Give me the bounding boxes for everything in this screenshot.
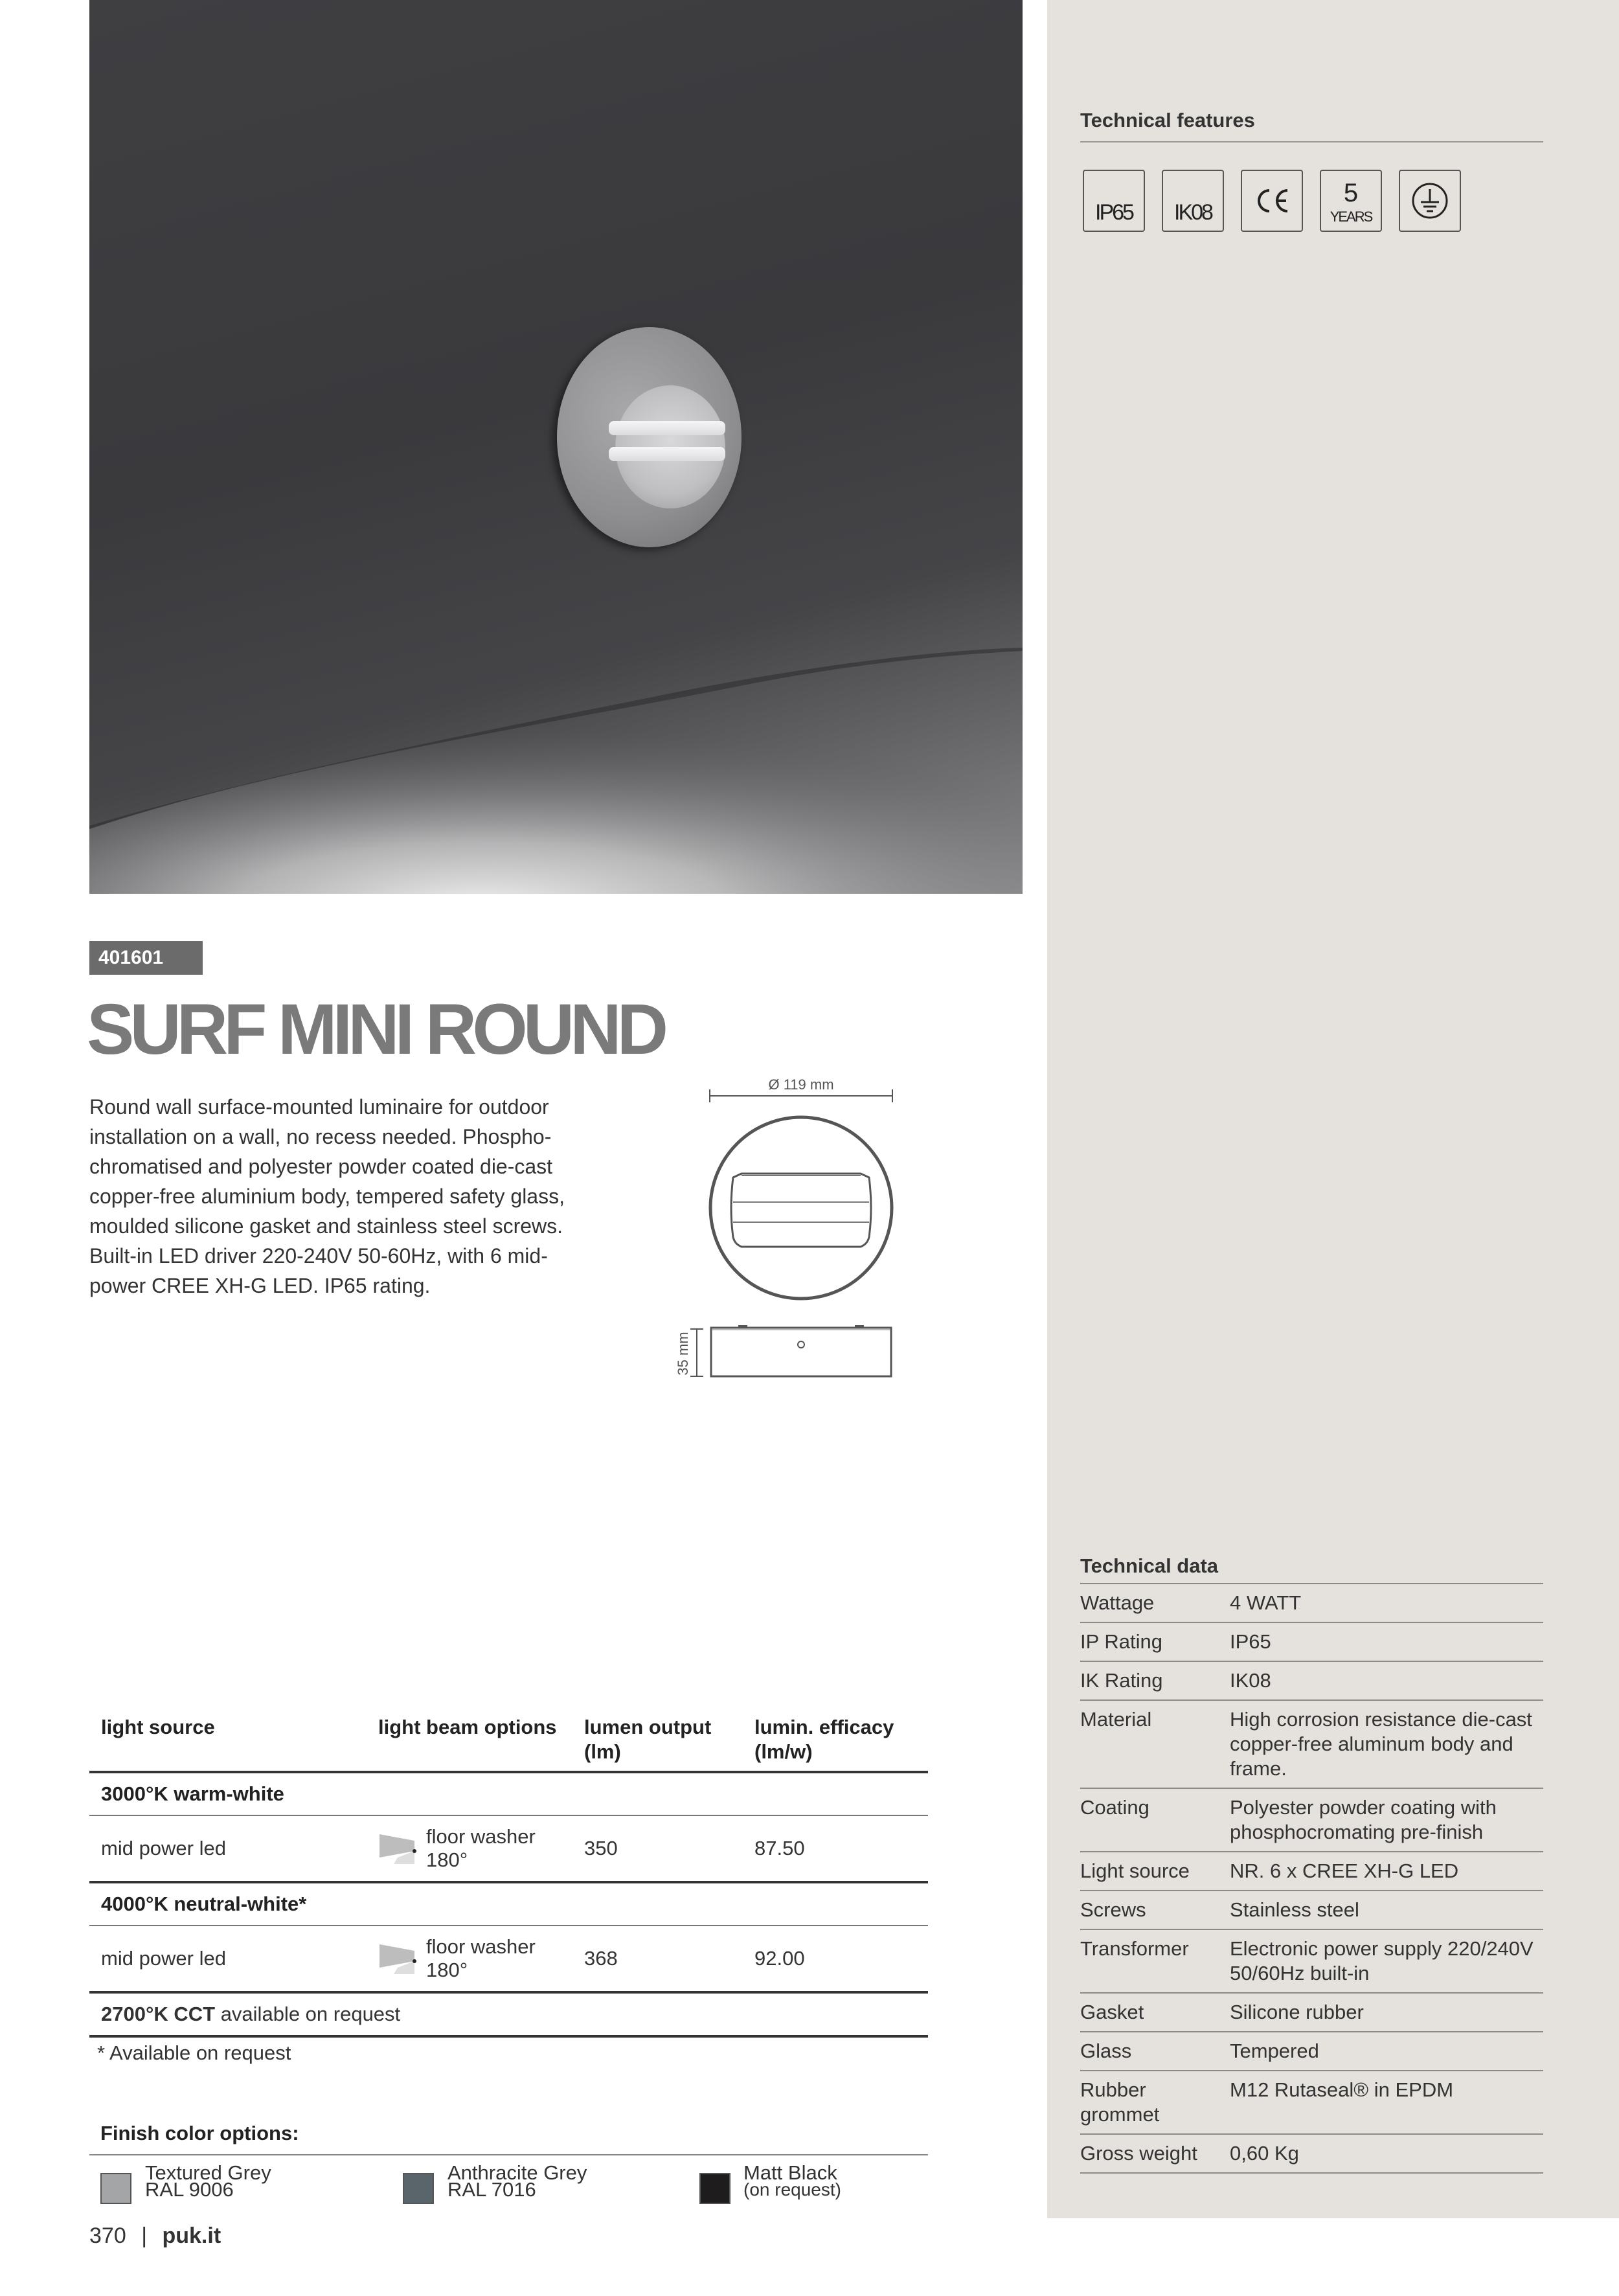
ip65-icon: IP65	[1083, 170, 1145, 232]
site-link[interactable]: puk.it	[162, 2223, 221, 2248]
floor-washer-icon	[378, 1942, 417, 1975]
table-row: Coating Polyester powder coating with phosphocromating pre-finish	[1080, 1788, 1543, 1852]
table-row: Rubber grommet M12 Rutaseal® in EPDM	[1080, 2071, 1543, 2134]
table-row: IK Rating IK08	[1080, 1661, 1543, 1700]
page-number: 370	[89, 2223, 126, 2248]
diameter-label: Ø 119 mm	[768, 1076, 834, 1093]
table-row: Transformer Electronic power supply 220/240V 50/60Hz built-in	[1080, 1929, 1543, 1993]
header-efficacy: lumin. efficacy (lm/w)	[743, 1709, 928, 1772]
light-source-table	[89, 1709, 928, 2038]
technical-drawing	[661, 1075, 920, 1415]
earth-ground-icon	[1399, 170, 1461, 232]
feature-icons	[1083, 170, 1461, 232]
floor-washer-icon	[378, 1832, 417, 1865]
table-row: Wattage 4 WATT	[1080, 1584, 1543, 1622]
technical-features-title: Technical features	[1080, 109, 1255, 131]
table-row: Gross weight 0,60 Kg	[1080, 2134, 1543, 2173]
section-row: 3000°K warm-white	[89, 1772, 928, 1815]
warranty-icon: 5 YEARS	[1320, 170, 1382, 232]
color-swatch-textured-grey	[100, 2173, 131, 2204]
header-light-source: light source	[89, 1709, 367, 1772]
table-row: IP Rating IP65	[1080, 1622, 1543, 1661]
finish-label: Textured Grey RAL 9006	[145, 2161, 271, 2201]
ik08-icon: IK08	[1162, 170, 1224, 232]
product-description: Round wall surface-mounted luminaire for outdoor installation on a wall, no recess needed. Phospho-chromatised and polyester powder coated die-cast copper-free aluminium body, tempered safety glass, moulded silicone gasket and stainless steel screws. Built-in LED driver 220-240V 50-60Hz, with 6 mid-power CREE XH-G LED. IP65 rating.	[89, 1095, 565, 1297]
table-row: mid power led floor washer 180° 368 92.00	[89, 1926, 928, 1992]
product-code-badge: 401601	[89, 941, 203, 975]
divider	[1080, 141, 1543, 142]
header-beam: light beam options	[367, 1709, 572, 1772]
product-title: SURF MINI ROUND	[87, 990, 664, 1069]
finish-label: Matt Black (on request)	[743, 2161, 841, 2199]
color-swatch-anthracite-grey	[403, 2173, 434, 2204]
table-row: Gasket Silicone rubber	[1080, 1993, 1543, 2032]
table-row: Glass Tempered	[1080, 2032, 1543, 2071]
table-row: Screws Stainless steel	[1080, 1891, 1543, 1929]
finish-label: Anthracite Grey RAL 7016	[447, 2161, 587, 2201]
finish-title: Finish color options:	[100, 2122, 299, 2144]
technical-data-table	[1080, 1583, 1543, 2174]
height-label: 35 mm	[675, 1332, 691, 1376]
table-row: mid power led floor washer 180° 350 87.50	[89, 1815, 928, 1882]
header-lumen: lumen output (lm)	[572, 1709, 743, 1772]
lamp-diffuser	[615, 385, 725, 508]
footnote: * Available on request	[97, 2041, 291, 2064]
ce-mark-icon	[1241, 170, 1303, 232]
section-row: 4000°K neutral-white*	[89, 1882, 928, 1926]
technical-data-title: Technical data	[1080, 1554, 1219, 1577]
product-photo	[89, 0, 1023, 894]
cct-note-row: 2700°K CCT available on request	[89, 1992, 928, 2036]
color-swatch-matt-black	[699, 2173, 730, 2204]
table-row: Material High corrosion resistance die-cast copper-free aluminum body and frame.	[1080, 1700, 1543, 1788]
page-footer: 370 | puk.it	[89, 2223, 221, 2248]
table-row: Light source NR. 6 x CREE XH-G LED	[1080, 1852, 1543, 1891]
table-header-row	[89, 1709, 928, 1772]
divider	[89, 2154, 928, 2155]
lamp-render	[557, 327, 742, 547]
floor-light-wash	[89, 0, 1023, 894]
